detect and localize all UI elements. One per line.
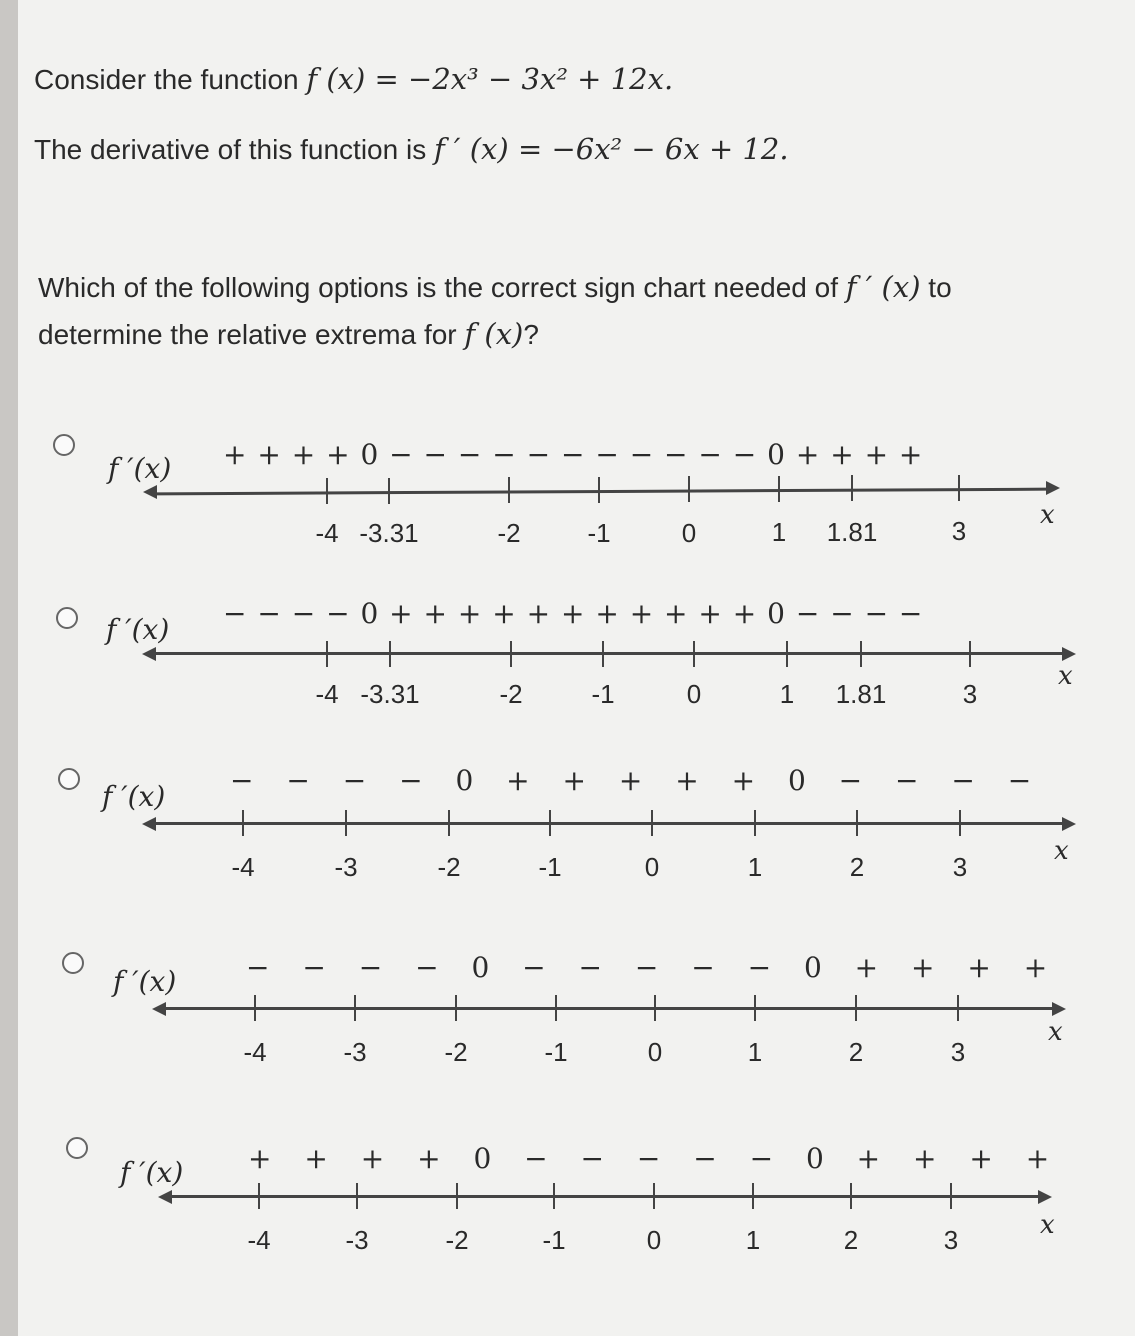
option-b-radio[interactable] bbox=[56, 607, 78, 629]
option-b-tick bbox=[602, 641, 604, 667]
option-b-axis bbox=[154, 652, 1064, 655]
option-a-sign-row: + + + + 0 − − − − − − − − − − − 0 + + + + bbox=[223, 438, 924, 471]
option-c-tick-label: 3 bbox=[952, 852, 968, 882]
option-d[interactable] bbox=[18, 945, 1135, 1095]
option-e-tick bbox=[752, 1183, 754, 1209]
option-e-sign-row: + + + + 0 − − − − − 0 + + + + bbox=[248, 1142, 1062, 1175]
option-a-tick-label: 1.81 bbox=[826, 517, 878, 547]
option-a-tick bbox=[688, 476, 690, 502]
option-c-radio[interactable] bbox=[58, 768, 80, 790]
option-d-radio[interactable] bbox=[62, 952, 84, 974]
option-c-tick bbox=[856, 810, 858, 836]
question-expr1: f ′ (x) bbox=[845, 270, 921, 304]
option-b-tick bbox=[326, 641, 328, 667]
option-a-tick-label: 1 bbox=[771, 517, 787, 547]
option-b-sign-row: − − − − 0 + + + + + + + + + + + 0 − − − − bbox=[223, 597, 924, 630]
option-d-function-label: f ′(x) bbox=[113, 965, 177, 998]
option-d-tick-label: 1 bbox=[747, 1037, 763, 1067]
option-e-tick bbox=[850, 1183, 852, 1209]
option-d-tick bbox=[254, 995, 256, 1021]
option-e-function-label: f ′(x) bbox=[120, 1156, 184, 1189]
option-b-tick bbox=[693, 641, 695, 667]
option-d-tick-label: 3 bbox=[950, 1037, 966, 1067]
option-b-tick-label: 1 bbox=[779, 679, 795, 709]
option-a-left-arrow bbox=[143, 485, 157, 499]
option-d-tick bbox=[555, 995, 557, 1021]
option-a-tick bbox=[958, 475, 960, 501]
question-part2: to determine the relative extrema for bbox=[38, 272, 952, 350]
option-b-tick-label: -2 bbox=[499, 679, 523, 709]
option-b-tick-label: -4 bbox=[315, 679, 339, 709]
option-e-right-arrow bbox=[1038, 1190, 1052, 1204]
option-c-right-arrow bbox=[1062, 817, 1076, 831]
option-e-tick bbox=[356, 1183, 358, 1209]
option-a-tick bbox=[598, 477, 600, 503]
option-a[interactable] bbox=[18, 430, 1135, 580]
option-e-tick bbox=[553, 1183, 555, 1209]
option-a-axis bbox=[156, 488, 1048, 496]
option-c-tick-label: -3 bbox=[334, 852, 358, 882]
option-e[interactable] bbox=[18, 1130, 1135, 1280]
option-a-tick bbox=[388, 478, 390, 504]
option-e-tick-label: -4 bbox=[247, 1225, 271, 1255]
option-b-tick-label: 1.81 bbox=[835, 679, 887, 709]
option-e-x-label: x bbox=[1040, 1210, 1055, 1240]
option-a-x-label: x bbox=[1040, 500, 1055, 530]
option-a-tick-label: -4 bbox=[315, 518, 339, 548]
option-d-tick-label: 0 bbox=[647, 1037, 663, 1067]
option-d-tick bbox=[957, 995, 959, 1021]
option-c-tick bbox=[242, 810, 244, 836]
option-b-tick bbox=[969, 641, 971, 667]
option-e-tick bbox=[258, 1183, 260, 1209]
option-d-tick-label: 2 bbox=[848, 1037, 864, 1067]
option-e-axis bbox=[170, 1195, 1040, 1198]
option-c-x-label: x bbox=[1054, 836, 1069, 866]
option-c-tick-label: -4 bbox=[231, 852, 255, 882]
option-d-tick bbox=[354, 995, 356, 1021]
question-part3: ? bbox=[523, 319, 539, 350]
option-e-tick bbox=[456, 1183, 458, 1209]
derivative-expression: f ′ (x) = −6x² − 6x + 12. bbox=[433, 132, 789, 166]
option-a-tick bbox=[851, 475, 853, 501]
option-b[interactable] bbox=[18, 595, 1135, 745]
option-c-tick-label: -2 bbox=[437, 852, 461, 882]
option-e-tick-label: 0 bbox=[646, 1225, 662, 1255]
option-c-tick bbox=[959, 810, 961, 836]
option-c-tick bbox=[345, 810, 347, 836]
option-a-tick-label: -2 bbox=[497, 518, 521, 548]
option-b-right-arrow bbox=[1062, 647, 1076, 661]
option-d-sign-row: − − − − 0 − − − − − 0 + + + + bbox=[246, 951, 1060, 984]
question-text bbox=[38, 264, 1078, 358]
option-a-tick-label: -3.31 bbox=[359, 518, 419, 548]
option-d-tick-label: -3 bbox=[343, 1037, 367, 1067]
option-a-tick-label: 3 bbox=[951, 516, 967, 546]
option-c-sign-row: − − − − 0 + + + + + 0 − − − − bbox=[230, 764, 1044, 797]
option-e-tick-label: 3 bbox=[943, 1225, 959, 1255]
option-e-tick-label: -2 bbox=[445, 1225, 469, 1255]
option-c-tick bbox=[754, 810, 756, 836]
derivative-prefix: The derivative of this function is bbox=[34, 134, 434, 165]
option-b-tick bbox=[389, 641, 391, 667]
option-d-tick-label: -4 bbox=[243, 1037, 267, 1067]
option-e-radio[interactable] bbox=[66, 1137, 88, 1159]
option-e-tick-label: 1 bbox=[745, 1225, 761, 1255]
option-e-tick bbox=[653, 1183, 655, 1209]
option-a-tick bbox=[778, 476, 780, 502]
option-e-tick bbox=[950, 1183, 952, 1209]
option-a-tick bbox=[326, 478, 328, 504]
option-a-tick bbox=[508, 477, 510, 503]
option-c-tick-label: 0 bbox=[644, 852, 660, 882]
option-d-x-label: x bbox=[1048, 1017, 1063, 1047]
option-c-tick-label: 1 bbox=[747, 852, 763, 882]
option-b-x-label: x bbox=[1058, 661, 1073, 691]
option-a-tick-label: -1 bbox=[587, 518, 611, 548]
option-c-tick-label: 2 bbox=[849, 852, 865, 882]
option-b-tick bbox=[510, 641, 512, 667]
option-c-axis bbox=[154, 822, 1064, 825]
question-page bbox=[18, 0, 1135, 1336]
option-d-tick bbox=[855, 995, 857, 1021]
option-d-tick bbox=[754, 995, 756, 1021]
option-a-function-label: f ′(x) bbox=[108, 452, 172, 485]
option-a-radio[interactable] bbox=[53, 434, 75, 456]
question-part1: Which of the following options is the correct sign chart needed of bbox=[38, 272, 846, 303]
option-c-function-label: f ′(x) bbox=[102, 780, 166, 813]
option-b-tick bbox=[860, 641, 862, 667]
derivative-statement bbox=[34, 132, 789, 166]
option-c-tick bbox=[651, 810, 653, 836]
function-expression: f (x) = −2x³ − 3x² + 12x. bbox=[306, 62, 674, 96]
option-d-tick bbox=[455, 995, 457, 1021]
option-d-tick bbox=[654, 995, 656, 1021]
option-d-axis bbox=[164, 1007, 1054, 1010]
option-b-tick-label: -3.31 bbox=[360, 679, 420, 709]
option-c-tick bbox=[549, 810, 551, 836]
option-c[interactable] bbox=[18, 760, 1135, 910]
option-b-tick-label: 0 bbox=[686, 679, 702, 709]
function-statement bbox=[34, 62, 673, 96]
option-b-tick-label: -1 bbox=[591, 679, 615, 709]
option-c-tick bbox=[448, 810, 450, 836]
option-c-tick-label: -1 bbox=[538, 852, 562, 882]
option-e-tick-label: -3 bbox=[345, 1225, 369, 1255]
option-e-tick-label: -1 bbox=[542, 1225, 566, 1255]
option-a-tick-label: 0 bbox=[681, 518, 697, 548]
question-expr2: f (x) bbox=[464, 317, 524, 351]
option-b-function-label: f ′(x) bbox=[106, 613, 170, 646]
option-d-tick-label: -2 bbox=[444, 1037, 468, 1067]
option-b-tick-label: 3 bbox=[962, 679, 978, 709]
option-e-tick-label: 2 bbox=[843, 1225, 859, 1255]
function-prefix: Consider the function bbox=[34, 64, 307, 95]
option-d-right-arrow bbox=[1052, 1002, 1066, 1016]
option-a-right-arrow bbox=[1046, 481, 1060, 495]
option-d-tick-label: -1 bbox=[544, 1037, 568, 1067]
option-b-tick bbox=[786, 641, 788, 667]
